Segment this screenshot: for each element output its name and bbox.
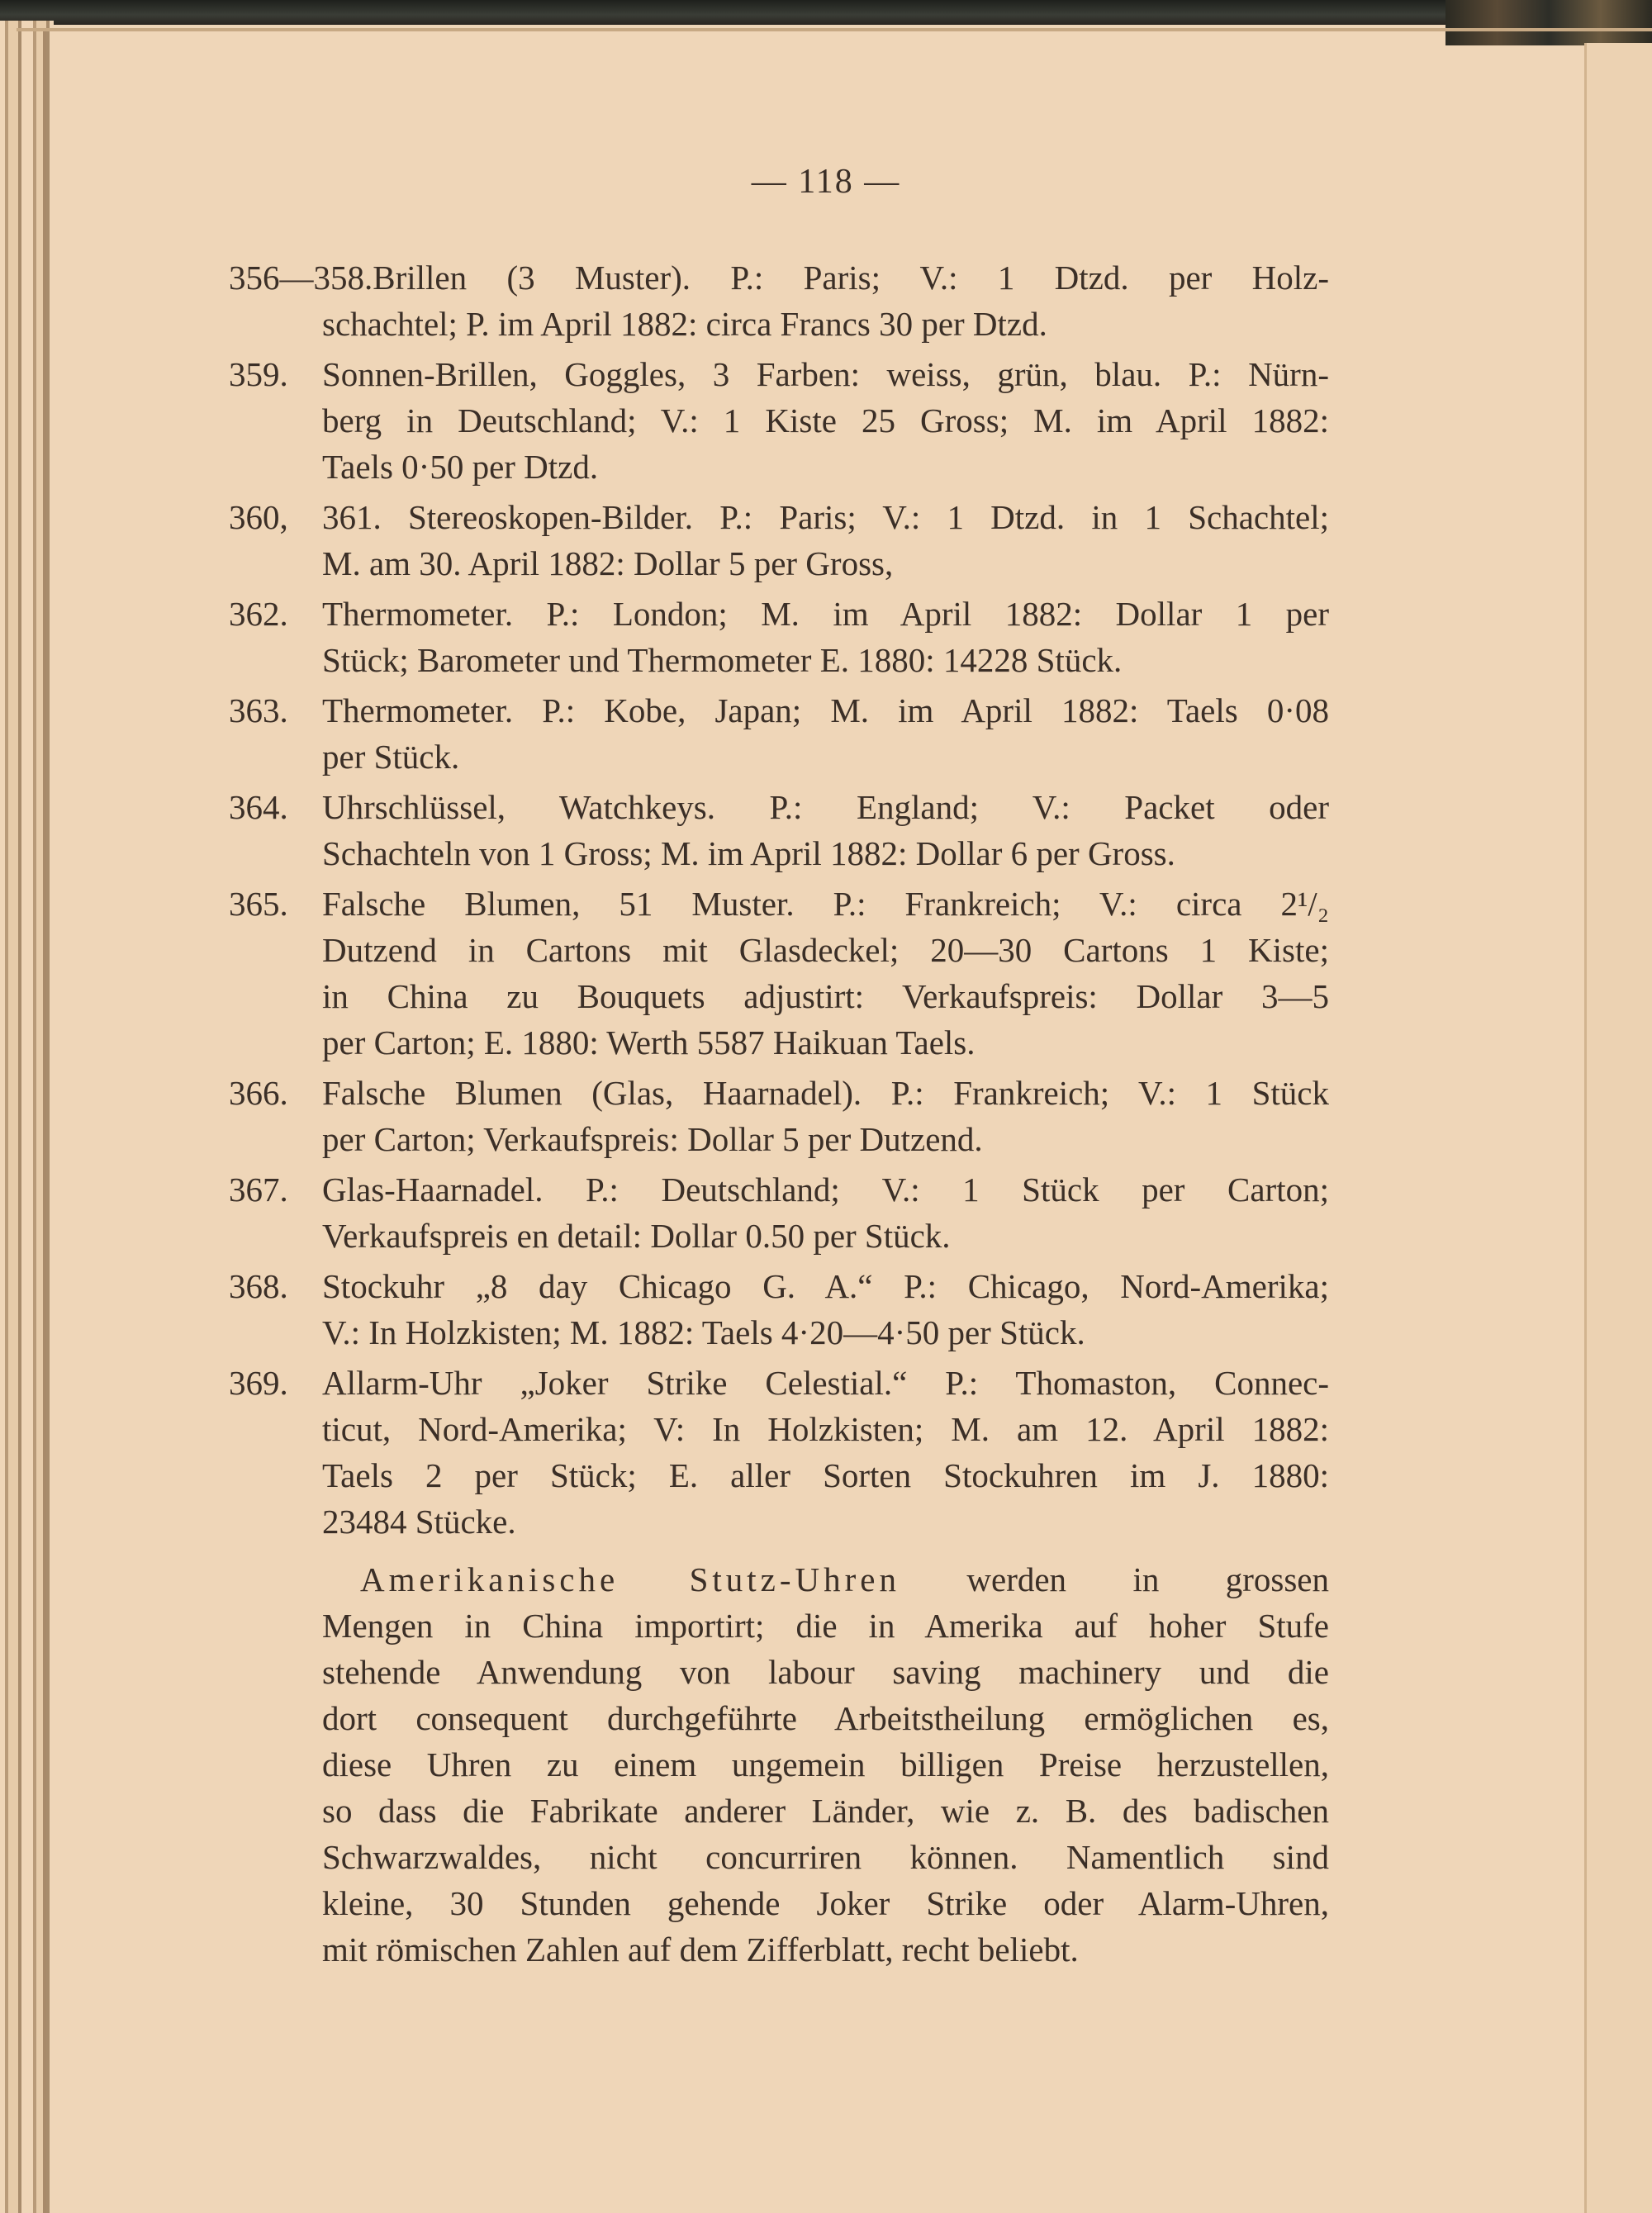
next-page-edge [1587, 43, 1652, 2213]
entry-number: 359. [229, 355, 288, 393]
entry-text: Sonnen-Brillen, Goggles, 3 Farben: weiss, grün, blau. P.: Nürn- [322, 355, 1329, 393]
catalog-entry [229, 254, 1329, 347]
paragraph-line: Schwarzwaldes, nicht concurriren können. Namentlich sind [322, 1838, 1329, 1876]
paragraph-first-line [229, 1556, 1329, 1603]
entry-text: Thermometer. P.: Kobe, Japan; M. im April 1882: Taels 0·08 [322, 691, 1329, 729]
entry-first-line [229, 591, 1329, 637]
entry-text-line: in China zu Bouquets adjustirt: Verkaufspreis: Dollar 3—5 [322, 977, 1329, 1015]
entry-text-line: per Stück. [322, 738, 460, 776]
entry-first-line [229, 687, 1329, 734]
catalog-entry [229, 1263, 1329, 1356]
catalog-entry [229, 1360, 1329, 1545]
entry-text: Brillen (3 Muster). P.: Paris; V.: 1 Dtzd. per Holz- [373, 259, 1329, 297]
entry-number: 360, [229, 498, 288, 536]
entry-text-line: Stück; Barometer und Thermometer E. 1880: 14228 Stück. [322, 641, 1123, 679]
entry-number: 368. [229, 1267, 288, 1305]
entry-text-line: Verkaufspreis en detail: Dollar 0.50 per Stück. [322, 1217, 951, 1255]
entry-number: 363. [229, 691, 288, 729]
binding-line [43, 31, 46, 2213]
book-edge-top-right [1446, 0, 1652, 45]
entry-text-line: Dutzend in Cartons mit Glasdeckel; 20—30 Cartons 1 Kiste; [322, 931, 1329, 969]
entry-text-line: M. am 30. April 1882: Dollar 5 per Gross, [322, 544, 894, 582]
paragraph-line: dort consequent durchgeführte Arbeitstheilung ermöglichen es, [322, 1699, 1329, 1737]
entry-text-line: Taels 0·50 per Dtzd. [322, 448, 599, 486]
paragraph-line: diese Uhren zu einem ungemein billigen Preise herzustellen, [322, 1745, 1329, 1783]
page-body [229, 254, 1329, 1973]
paragraph-spaced-lead: Amerikanische Stutz-Uhren [360, 1560, 900, 1598]
entry-number: 367. [229, 1171, 288, 1209]
entry-text: Falsche Blumen (Glas, Haarnadel). P.: Frankreich; V.: 1 Stück [322, 1074, 1329, 1112]
entry-first-line [229, 1166, 1329, 1213]
entry-first-line [229, 1263, 1329, 1309]
page-fold-line [1584, 43, 1587, 2213]
entry-text: Falsche Blumen, 51 Muster. P.: Frankreich; V.: circa 2¹/₂ [322, 885, 1329, 923]
entry-number: 364. [229, 788, 288, 826]
entry-first-line [229, 1360, 1329, 1406]
catalog-entry [229, 494, 1329, 586]
entry-text-line: V.: In Holzkisten; M. 1882: Taels 4·20—4·50 per Stück. [322, 1313, 1085, 1351]
entry-text: Uhrschlüssel, Watchkeys. P.: England; V.: Packet oder [322, 788, 1329, 826]
entry-first-line [229, 1070, 1329, 1116]
catalog-entry [229, 881, 1329, 1066]
entry-first-line [229, 784, 1329, 830]
entry-number: 366. [229, 1074, 288, 1112]
entry-text-line: per Carton; Verkaufspreis: Dollar 5 per Dutzend. [322, 1120, 983, 1158]
entry-number: 369. [229, 1364, 288, 1402]
entry-text-line: 23484 Stücke. [322, 1503, 516, 1541]
paragraph-line: stehende Anwendung von labour saving machinery und die [322, 1653, 1329, 1691]
entry-first-line [229, 254, 1329, 301]
catalog-entry [229, 784, 1329, 876]
entry-number: 362. [229, 595, 288, 633]
catalog-entry [229, 1166, 1329, 1259]
entry-text-line: Taels 2 per Stück; E. aller Sorten Stockuhren im J. 1880: [322, 1456, 1329, 1494]
entry-first-line [229, 351, 1329, 397]
paragraph-first-rest: werden in grossen [966, 1560, 1330, 1598]
paragraph-line: so dass die Fabrikate anderer Länder, wie z. B. des badischen [322, 1792, 1329, 1830]
page-top-rule [17, 28, 1652, 31]
entry-text: Thermometer. P.: London; M. im April 1882: Dollar 1 per [322, 595, 1329, 633]
catalog-entry [229, 1070, 1329, 1162]
entry-number: 356—358. [229, 259, 373, 297]
entry-text: Allarm-Uhr „Joker Strike Celestial.“ P.: Thomaston, Connec- [322, 1364, 1329, 1402]
entry-list [229, 254, 1329, 1545]
entry-text: Stockuhr „8 day Chicago G. A.“ P.: Chicago, Nord-Amerika; [322, 1267, 1329, 1305]
paragraph-line: mit römischen Zahlen auf dem Zifferblatt, recht beliebt. [322, 1930, 1079, 1968]
entry-text-line: ticut, Nord-Amerika; V: In Holzkisten; M. am 12. April 1882: [322, 1410, 1329, 1448]
closing-paragraph [229, 1556, 1329, 1973]
entry-text: 361. Stereoskopen-Bilder. P.: Paris; V.: 1 Dtzd. in 1 Schachtel; [322, 498, 1329, 536]
page-number: — 118 — [751, 163, 901, 201]
entry-text-line: per Carton; E. 1880: Werth 5587 Haikuan Taels. [322, 1023, 976, 1061]
paragraph-line: kleine, 30 Stunden gehende Joker Strike oder Alarm-Uhren, [322, 1884, 1329, 1922]
book-edge-top [0, 0, 1652, 25]
catalog-entry [229, 351, 1329, 490]
entry-number: 365. [229, 885, 288, 923]
entry-text-line: Schachteln von 1 Gross; M. im April 1882: Dollar 6 per Gross. [322, 834, 1175, 872]
catalog-entry [229, 591, 1329, 683]
entry-text-line: schachtel; P. im April 1882: circa Francs 30 per Dtzd. [322, 305, 1047, 343]
entry-first-line [229, 494, 1329, 540]
catalog-entry [229, 687, 1329, 780]
entry-text: Glas-Haarnadel. P.: Deutschland; V.: 1 Stück per Carton; [322, 1171, 1329, 1209]
paragraph-line: Mengen in China importirt; die in Amerika auf hoher Stufe [322, 1607, 1329, 1645]
entry-first-line [229, 881, 1329, 927]
entry-text-line: berg in Deutschland; V.: 1 Kiste 25 Gross; M. im April 1882: [322, 401, 1329, 439]
